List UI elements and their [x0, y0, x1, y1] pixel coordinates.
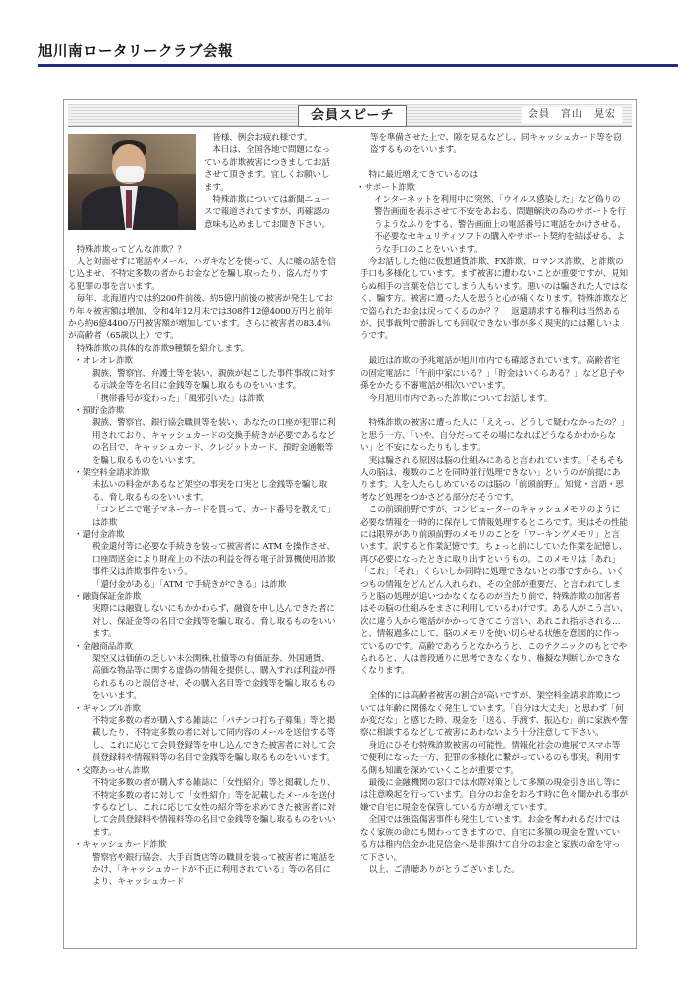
paragraph: 最近は詐欺の予兆電話が旭川市内でも確認されています。高齢者宅の固定電話に「午前中家にいる？」「貯金はいくらある？」など息子や孫をかたる不審電話が相次いでいます。	[360, 356, 625, 392]
closing-remark: 以上、ご清聴ありがとうございました。	[368, 864, 520, 875]
fraud-item-desc: 税金還付等に必要な手続きを装って被害者に ATM を操作させ、口座間送金により財産上の不法の利益を得る電子計算機使用詐欺事件又は詐欺事件をいう。 「還付金がある」「ATM で手続きができる」は詐欺	[92, 542, 336, 590]
paragraph: 実は騙される原因は脳の仕組みにあると言われています。「そもそも人の脳は、複数のことを同時並行処理できない」というのが前提にあります。人を人たらしめているのは脳の「前頭前野」。知覚・言語・思考など処理をつかさどる部分だそうです。	[360, 455, 624, 503]
paragraph: 人と対面せずに電話やメール、ハガキなどを使って、人に嘘の話を信じ込ませ、不特定多数の者からお金などを騙し取ったり、盗んだりする犯罪の事を言います。	[68, 257, 336, 292]
paragraph: 全体的には高齢者被害の割合が高いですが、架空料金請求詐欺については年齢に関係なく発生しています。「自分は大丈夫」と思わず「何か変だな」と感じた時、現金を「送る、手渡す、振込む」前に家族や警察に相談するなどして被害にあわないよう十分注意して下さい。	[360, 691, 628, 739]
fraud-item-desc: 架空又は価値の乏しい未公開株,社債等の有価証券、外国通貨、高価な物品等に関する虚偽の情報を提供し、購入すれば利益が得られるものと誤信させ、その購入名目等で金銭等を騙し取るものをいいます。	[92, 654, 336, 702]
fraud-item-label: ・サポート詐欺	[356, 182, 415, 193]
newsletter-header	[38, 40, 678, 61]
fraud-item-label: ・交際あっせん詐欺	[74, 765, 150, 776]
fraud-item	[74, 703, 336, 765]
fraud-item-desc: 不特定多数の者が購入する雑誌に「パチンコ打ち子募集」等と掲載したり、不特定多数の者に対して同内容のメールを送信する等し、これに応じて会員登録等を申し込んできた被害者に対して会員登録料や情報料等の名目で金銭等を騙し取るものをいいます。	[92, 716, 336, 764]
article-author: 会員 宮山 晃宏	[522, 107, 622, 123]
article-frame	[63, 99, 637, 949]
paragraph: 今お話しした他に仮想通貨詐欺、FX詐欺、ロマンス詐欺、と詐欺の手口も多様化しています。まず被害に遭わないことが重要ですが、見知らぬ相手の言葉を信じてしまう人もいます。悪いのは騙された人ではなく、騙す方。被害に遭った人を思うと心が痛くなります。特殊詐欺などで盗られたお金は戻ってくるのか？？ 返還請求する権利は当然あるが、民事裁判で勝訴しても回収できない事が多く現実的には難しいようです。	[360, 257, 628, 342]
fraud-item-desc: 警察官や銀行協会、大手百貨店等の職員を装って被害者に電話をかけ、「キャッシュカードが不正に利用されている」等の名目により、キャッシュカード	[92, 852, 336, 888]
fraud-item	[74, 467, 336, 529]
fraud-item	[74, 355, 336, 405]
fraud-item-label: ・オレオレ詐欺	[74, 356, 133, 367]
paragraph: 特殊詐欺の具体的な詐欺9種類を紹介します。	[76, 343, 250, 354]
fraud-item-desc: インターネットを利用中に突然、「ウイルス感染した」など偽りの警告画面を表示させて不安をあおる、問題解決の為のサポートを行うようなふりをする、警告画面上の電話番号に電話をかけさせる、不必要なセキュリティソフトの購入やサポート契約を結ばせる、ような手口のことをいいます。	[374, 195, 626, 255]
fraud-item-label: ・還付金詐欺	[74, 529, 125, 540]
header-rule	[38, 64, 678, 67]
article-banner	[68, 104, 632, 127]
fraud-item	[74, 405, 336, 467]
paragraph: 特に最近増えてきているのは	[368, 170, 478, 181]
paragraph: 毎年、北海道内では約200件前後、約5億円前後の被害が発生しており年々被害額は増加、令和4年12月末では308件12億4000万円と前年から約6億4400万円被害額が増加しています。さらに被害者の83.4％が高齢者（65歳以上）です。	[68, 294, 333, 342]
fraud-item	[74, 839, 336, 889]
paragraph: 特殊詐欺の被害に遭った人に「ええっ、どうして疑わなかったの？」と思う一方、「いや、自分だってその場になればどうなるかわからない」と不安になったりもします。	[360, 418, 625, 454]
fraud-item-label: ・キャッシュカード詐欺	[74, 840, 167, 851]
fraud-item	[74, 765, 336, 839]
fraud-item	[74, 529, 336, 591]
fraud-item-desc: 実際には融資しないにもかかわらず、融資を申し込んできた者に対し、保証金等の名目で金銭等を騙し取る、脅し取るものをいいます。	[92, 604, 336, 640]
paragraph: 最後に金融機関の窓口では水際対策として多額の現金引き出し等には注意喚起を行っています。自分のお金をおろす時に色々聞かれる事が嫌で自宅に現金を保管している方が増えています。	[360, 778, 628, 813]
fraud-item	[356, 182, 628, 256]
fraud-item-label: ・融資保証金詐欺	[74, 592, 142, 603]
fraud-item-desc: 親族、警察官、銀行協会職員等を装い、あなたの口座が犯罪に利用されており、キャッシュカードの交換手続きが必要であるなどの名目で、キャッシュカード、クレジットカード、預貯金通帳等を騙し取るものをいいます。	[92, 418, 336, 466]
paragraph: 全国では強盗傷害事件も発生しています。お金を奪われるだけではなく家族の命にも関わってきますので、自宅に多額の現金を置いている方は稚内信金か北見信金へ是非預けて自分のお金と家族の命を守って下さい。	[360, 815, 621, 863]
fraud-item-label: ・金融商品詐欺	[74, 641, 133, 652]
article-title: 会員スピーチ	[298, 105, 407, 127]
right-column	[356, 132, 628, 876]
fraud-item-label: ・ギャンブル詐欺	[74, 703, 141, 714]
fraud-item-label: ・架空料金請求詐欺	[74, 467, 150, 478]
fraud-item-desc: 親族、警察官、弁護士等を装い、親族が起こした事件事故に対する示談金等を名目に金銭等を騙し取るものをいいます。 「携帯番号が変わった」「風邪引いた」は詐欺	[92, 368, 336, 404]
fraud-item-label: ・預貯金詐欺	[74, 405, 125, 416]
left-column	[68, 132, 336, 889]
paragraph: 等を準備させた上で、隙を見るなどし、同キャッシュカード等を窃盗するものをいいます。	[370, 133, 622, 156]
intro-text: 皆様、例会お疲れ様です。 本日は、全国各地で問題になっている詐欺被害につきましてお話させて頂きます。宜しくお願いします。 特殊詐欺については新聞ニュースで報道されてますが、再確認の意味も込めましてお聞き下さい。	[204, 133, 330, 230]
fraud-item-desc: 不特定多数の者が購入する雑誌に「女性紹介」等と掲載したり、不特定多数の者に対して「女性紹介」等を記載したメールを送付するなどし、これに応じて女性の紹介等を求めてきた被害者に対して会員登録料や情報料等の名目で金銭等を騙し取るものをいいます。	[92, 778, 336, 838]
speaker-photo	[68, 134, 196, 230]
section-question: 特殊詐欺ってどんな詐欺？？	[76, 244, 186, 255]
fraud-item	[74, 591, 336, 641]
newsletter-title: 旭川南ロータリークラブ会報	[38, 44, 233, 60]
paragraph: 今月旭川市内であった詐欺についてお話します。	[368, 393, 553, 404]
paragraph: この前頭前野ですが、コンピューターのキャッシュメモリのように必要な情報を一時的に保存して情報処理するところです。実はその性能には限界があり前頭前野のメモリのことを「ワーキングメモリ」と言います。訳すると作業記憶です。ちょっと前にしていた作業を記憶し、再び必要になったときに取り出すというもの。このメモリは「あれ」「これ」「それ」くらいしか同時に処理できないとの事ですから、いくつもの情報をどんどん入れられ、その全部が重要だ、と言われてしまうと脳の処理が追いつかなくなるのが当たり前で、特殊詐欺の加害者はその脳の仕組みをまさに利用しているわけです。ある人がこう言い、次に違う人から電話がかかってきてこう言い、あれこれ指示される…と、情報過多にして、脳のメモリを使い切らせる状態を意図的に作っているのです。高齢であろうとなかろうと、このテクニックのもとでやられると、人は普段通りに思考できなくなり、権擬な判断しかできなくなります。	[360, 505, 628, 677]
fraud-item	[74, 641, 336, 703]
fraud-item-desc: 未払いの料金があるなど架空の事実を口実とし金銭等を騙し取る、脅し取るものをいいます。 「コンビニで電子マネーカードを買って、カード番号を教えて」は詐欺	[92, 480, 336, 528]
paragraph: 身近にひそむ特殊詐欺被害の可能性。情報化社会の進展でスマホ等で便利になった一方、犯罪の多様化に繋がっているのも事実。利用する側も知識を深めていくことが重要です。	[360, 740, 621, 776]
